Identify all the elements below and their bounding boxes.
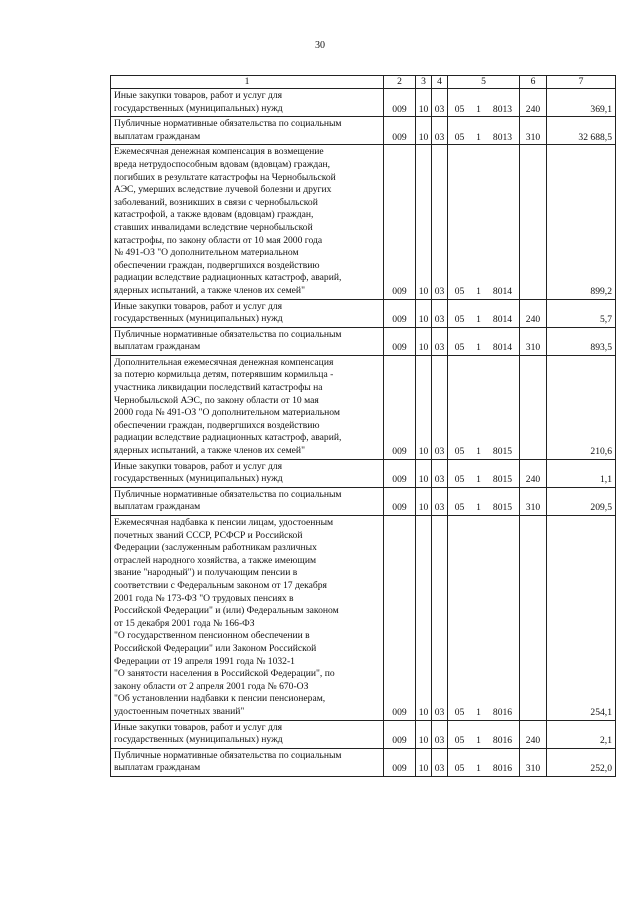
- expense-type-code: [520, 516, 547, 721]
- expense-type-code: 310: [520, 327, 547, 355]
- amount-value: 2,1: [547, 720, 616, 748]
- table-row: [111, 145, 616, 299]
- expense-type-code: 240: [520, 720, 547, 748]
- subsection-code: 03: [432, 487, 448, 515]
- expense-type-code: 310: [520, 748, 547, 776]
- amount-value: 899,2: [547, 145, 616, 299]
- header-cell: 5: [448, 76, 520, 89]
- direction-code: 8013: [492, 103, 513, 115]
- program-code: 05: [454, 314, 465, 326]
- row-description: Ежемесячная надбавка к пенсии лицам, удостоенным почетных званий СССР, РСФСР и Российской Федерации (заслуженным работникам различных отраслей народного хозяйства, а также имеющим звание "народный") и получающим пенсии в соответствии с Федеральным законом от 17 декабря 2001 года № 173-ФЗ "О трудовых пенсиях в Российской Федерации" и (или) Федеральным законом от 15 декабря 2001 года № 166-ФЗ "О государственном пенсионном обеспечении в Российской Федерации" или Законом Российской Федерации от 19 апреля 1991 года № 1032-1 "О занятости населения в Российской Федерации", по закону области от 2 апреля 2001 года № 670-ОЗ "Об установлении надбавки к пенсии пенсионерам, удостоенным почетных званий": [111, 516, 384, 721]
- subsection-code: 03: [432, 459, 448, 487]
- header-cell: 3: [416, 76, 432, 89]
- section-code: 10: [416, 89, 432, 117]
- direction-code: 8014: [492, 285, 513, 297]
- amount-value: 369,1: [547, 89, 616, 117]
- subprogram-code: 1: [476, 502, 481, 514]
- table-row: [111, 117, 616, 145]
- row-description: Публичные нормативные обязательства по социальным выплатам гражданам: [111, 117, 384, 145]
- direction-code: 8016: [492, 763, 513, 775]
- admin-code: 009: [384, 145, 416, 299]
- direction-code: 8015: [492, 446, 513, 458]
- subsection-code: 03: [432, 516, 448, 721]
- subsection-code: 03: [432, 327, 448, 355]
- table-row: [111, 487, 616, 515]
- table-row: [111, 89, 616, 117]
- table-row: [111, 459, 616, 487]
- row-description: Иные закупки товаров, работ и услуг для государственных (муниципальных) нужд: [111, 720, 384, 748]
- subprogram-code: 1: [476, 763, 481, 775]
- section-code: 10: [416, 145, 432, 299]
- table-row: [111, 327, 616, 355]
- admin-code: 009: [384, 459, 416, 487]
- amount-value: 1,1: [547, 459, 616, 487]
- admin-code: 009: [384, 327, 416, 355]
- table-row: [111, 355, 616, 459]
- target-article-code: [448, 355, 520, 459]
- amount-value: 32 688,5: [547, 117, 616, 145]
- direction-code: 8014: [492, 314, 513, 326]
- header-row: [111, 76, 616, 89]
- subsection-code: 03: [432, 89, 448, 117]
- amount-value: 252,0: [547, 748, 616, 776]
- program-code: 05: [454, 474, 465, 486]
- subprogram-code: 1: [476, 285, 481, 297]
- target-article-code: [448, 516, 520, 721]
- direction-code: 8015: [492, 474, 513, 486]
- amount-value: 210,6: [547, 355, 616, 459]
- subsection-code: 03: [432, 117, 448, 145]
- expense-type-code: 240: [520, 459, 547, 487]
- subsection-code: 03: [432, 355, 448, 459]
- direction-code: 8014: [492, 342, 513, 354]
- table-row: [111, 299, 616, 327]
- header-cell: 7: [547, 76, 616, 89]
- expense-type-code: 240: [520, 299, 547, 327]
- row-description: Дополнительная ежемесячная денежная компенсация за потерю кормильца детям, потерявшим кормильца - участника ликвидации последствий катастрофы на Чернобыльской АЭС, по закону области от 10 мая 2000 года № 491-ОЗ "О дополнительном материальном обеспечении граждан, подвергшихся воздействию радиации вследствие радиационных катастроф, аварий, ядерных испытаний, а также членов их семей": [111, 355, 384, 459]
- header-cell: 6: [520, 76, 547, 89]
- row-description: Публичные нормативные обязательства по социальным выплатам гражданам: [111, 327, 384, 355]
- subprogram-code: 1: [476, 446, 481, 458]
- subprogram-code: 1: [476, 131, 481, 143]
- table-row: [111, 720, 616, 748]
- subsection-code: 03: [432, 748, 448, 776]
- target-article-code: [448, 720, 520, 748]
- table-row: [111, 748, 616, 776]
- subprogram-code: 1: [476, 314, 481, 326]
- program-code: 05: [454, 735, 465, 747]
- program-code: 05: [454, 103, 465, 115]
- section-code: 10: [416, 117, 432, 145]
- program-code: 05: [454, 342, 465, 354]
- page-number: 30: [315, 40, 325, 51]
- header-cell: 1: [111, 76, 384, 89]
- target-article-code: [448, 89, 520, 117]
- admin-code: 009: [384, 117, 416, 145]
- amount-value: 5,7: [547, 299, 616, 327]
- table-body: [111, 89, 616, 777]
- amount-value: 209,5: [547, 487, 616, 515]
- header-cell: 4: [432, 76, 448, 89]
- admin-code: 009: [384, 720, 416, 748]
- target-article-code: [448, 748, 520, 776]
- subprogram-code: 1: [476, 342, 481, 354]
- subsection-code: 03: [432, 145, 448, 299]
- subprogram-code: 1: [476, 474, 481, 486]
- expense-type-code: [520, 145, 547, 299]
- program-code: 05: [454, 285, 465, 297]
- target-article-code: [448, 117, 520, 145]
- row-description: Иные закупки товаров, работ и услуг для государственных (муниципальных) нужд: [111, 89, 384, 117]
- row-description: Публичные нормативные обязательства по социальным выплатам гражданам: [111, 487, 384, 515]
- section-code: 10: [416, 487, 432, 515]
- direction-code: 8016: [492, 706, 513, 718]
- budget-table: [110, 75, 616, 777]
- program-code: 05: [454, 763, 465, 775]
- expense-type-code: [520, 355, 547, 459]
- target-article-code: [448, 327, 520, 355]
- program-code: 05: [454, 131, 465, 143]
- admin-code: 009: [384, 487, 416, 515]
- admin-code: 009: [384, 355, 416, 459]
- subsection-code: 03: [432, 720, 448, 748]
- row-description: Иные закупки товаров, работ и услуг для государственных (муниципальных) нужд: [111, 299, 384, 327]
- admin-code: 009: [384, 89, 416, 117]
- direction-code: 8015: [492, 502, 513, 514]
- section-code: 10: [416, 459, 432, 487]
- direction-code: 8013: [492, 131, 513, 143]
- section-code: 10: [416, 355, 432, 459]
- program-code: 05: [454, 446, 465, 458]
- expense-type-code: 240: [520, 89, 547, 117]
- amount-value: 254,1: [547, 516, 616, 721]
- subsection-code: 03: [432, 299, 448, 327]
- row-description: Ежемесячная денежная компенсация в возмещение вреда нетрудоспособным вдовам (вдовцам) граждан, погибших в результате катастрофы на Чернобыльской АЭС, умерших вследствие лучевой болезни и других заболеваний, возникших в связи с чернобыльской катастрофой, а также вдовам (вдовцам) граждан, ставших инвалидами вследствие чернобыльской катастрофы, по закону области от 10 мая 2000 года № 491-ОЗ "О дополнительном материальном обеспечении граждан, подвергшихся воздействию радиации вследствие радиационных катастроф, аварий, ядерных испытаний, а также членов их семей": [111, 145, 384, 299]
- expense-type-code: 310: [520, 487, 547, 515]
- target-article-code: [448, 145, 520, 299]
- admin-code: 009: [384, 748, 416, 776]
- subprogram-code: 1: [476, 103, 481, 115]
- section-code: 10: [416, 299, 432, 327]
- row-description: Публичные нормативные обязательства по социальным выплатам гражданам: [111, 748, 384, 776]
- target-article-code: [448, 299, 520, 327]
- row-description: Иные закупки товаров, работ и услуг для государственных (муниципальных) нужд: [111, 459, 384, 487]
- target-article-code: [448, 459, 520, 487]
- section-code: 10: [416, 748, 432, 776]
- program-code: 05: [454, 502, 465, 514]
- header-cell: 2: [384, 76, 416, 89]
- subprogram-code: 1: [476, 706, 481, 718]
- section-code: 10: [416, 516, 432, 721]
- admin-code: 009: [384, 299, 416, 327]
- program-code: 05: [454, 706, 465, 718]
- subprogram-code: 1: [476, 735, 481, 747]
- direction-code: 8016: [492, 735, 513, 747]
- section-code: 10: [416, 327, 432, 355]
- expense-type-code: 310: [520, 117, 547, 145]
- admin-code: 009: [384, 516, 416, 721]
- amount-value: 893,5: [547, 327, 616, 355]
- table-row: [111, 516, 616, 721]
- target-article-code: [448, 487, 520, 515]
- section-code: 10: [416, 720, 432, 748]
